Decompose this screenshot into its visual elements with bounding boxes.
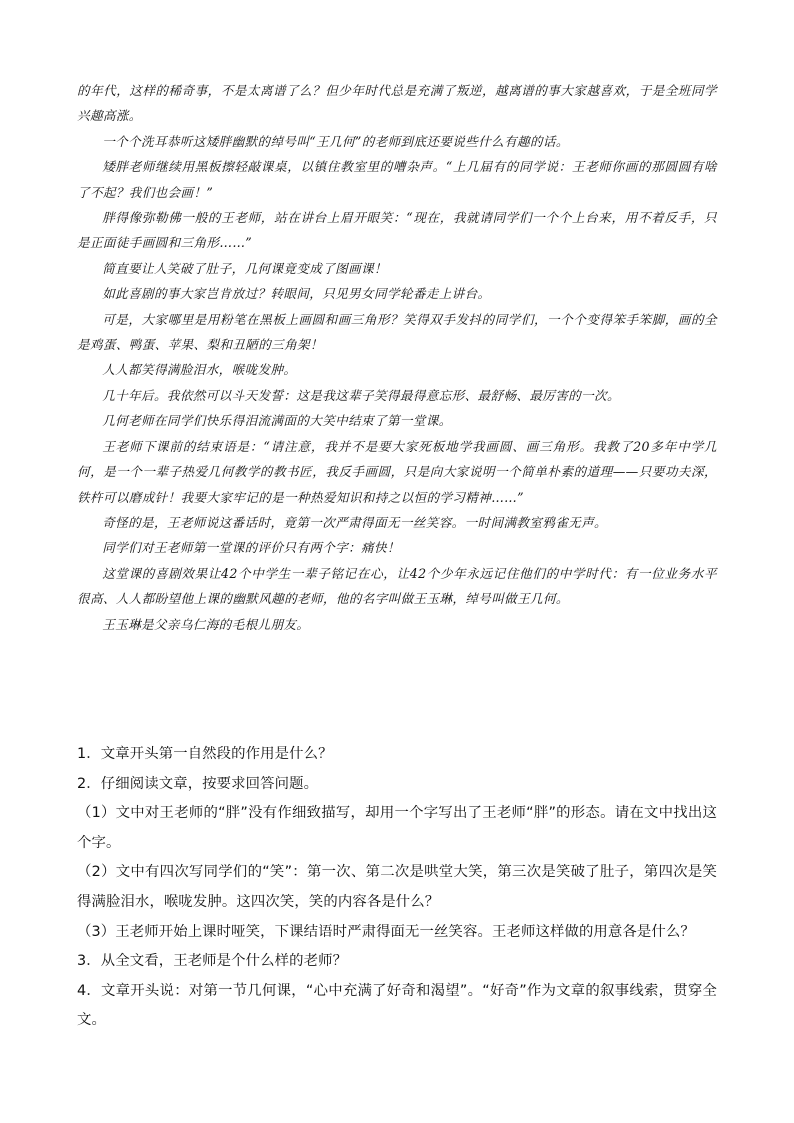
paragraph: 奇怪的是，王老师说这番话时，竟第一次严肃得面无一丝笑容。一时间满教室鸦雀无声。 <box>102 514 607 530</box>
paragraph: 一个个洗耳恭听这矮胖幽默的绰号叫“王几何”的老师到底还要说些什么有趣的话。 <box>102 133 569 149</box>
paragraph: 几何老师在同学们快乐得泪流满面的大笑中结束了第一堂课。 <box>102 413 452 429</box>
question-2: 2．仔细阅读文章，按要求回答问题。 <box>77 775 319 792</box>
question-3: 3．从全文看，王老师是个什么样的老师？ <box>77 953 348 970</box>
paragraph: 可是，大家哪里是用粉笔在黑板上画圆和画三角形？笑得双手发抖的同学们，一个个变得笨手笨脚，画的全是鸡蛋、鸭蛋、苹果、梨和丑陋的三角架！ <box>77 311 717 353</box>
paragraph: 这堂课的喜剧效果让42个中学生一辈子铭记在心，让42个少年永远记住他们的中学时代：有一位业务水平很高、人人都盼望他上课的幽默风趣的老师，他的名字叫做王玉琳，绰号叫做王几何。 <box>77 565 717 607</box>
paragraph: 王玉琳是父亲乌仁海的毛根儿朋友。 <box>102 616 310 632</box>
paragraph: 简直要让人笑破了肚子，几何课竟变成了图画课！ <box>102 260 387 276</box>
question-4: 4．文章开头说：对第一节几何课，“心中充满了好奇和渴望”。“好奇”作为文章的叙事线索，贯穿全文。 <box>77 982 717 1029</box>
paragraph: 同学们对王老师第一堂课的评价只有两个字：痛快！ <box>102 540 400 556</box>
question-list <box>77 740 717 1036</box>
paragraph: 矮胖老师继续用黑板擦轻敲课桌，以镇住教室里的嘈杂声。“上几届有的同学说：王老师你画的那圆圆有啥了不起？我们也会画！” <box>77 159 717 200</box>
question-2-part-3: （3）王老师开始上课时哑笑，下课结语时严肃得面无一丝笑容。王老师这样做的用意各是什么？ <box>77 923 695 940</box>
paragraph: 王老师下课前的结束语是：“请注意，我并不是要大家死板地学我画圆、画三角形。我教了20多年中学几何，是一个一辈子热爱几何教学的教书匠，我反手画圆，只是向大家说明一个简单朴素的道理——只要功夫深，铁杵可以磨成针！我要大家牢记的是一种热爱知识和持之以恒的学习精神……” <box>77 438 717 505</box>
paragraph: 胖得像弥勒佛一般的王老师，站在讲台上眉开眼笑：“现在，我就请同学们一个个上台来，用不着反手，只是正面徒手画圆和三角形……” <box>77 210 717 251</box>
story-passage <box>77 78 717 637</box>
question-2-part-1: （1）文中对王老师的“胖”没有作细致描写，却用一个字写出了王老师“胖”的形态。请在文中找出这个字。 <box>77 805 717 851</box>
question-1: 1．文章开头第一自然段的作用是什么？ <box>77 746 333 762</box>
paragraph: 如此喜剧的事大家岂肯放过？转眼间，只见男女同学轮番走上讲台。 <box>102 286 491 302</box>
paragraph: 几十年后。我依然可以斗天发誓：这是我这辈子笑得最得意忘形、最舒畅、最厉害的一次。 <box>102 387 620 403</box>
paragraph: 人人都笑得满脸泪水，喉咙发肿。 <box>102 362 297 378</box>
question-2-part-2: （2）文中有四次写同学们的“笑”：第一次、第二次是哄堂大笑，第三次是笑破了肚子，第四次是笑得满脸泪水，喉咙发肿。这四次笑，笑的内容各是什么？ <box>77 864 717 910</box>
paragraph-continuation: 的年代，这样的稀奇事，不是太离谱了么？但少年时代总是充满了叛逆，越离谱的事大家越喜欢，于是全班同学兴趣高涨。 <box>77 83 717 124</box>
